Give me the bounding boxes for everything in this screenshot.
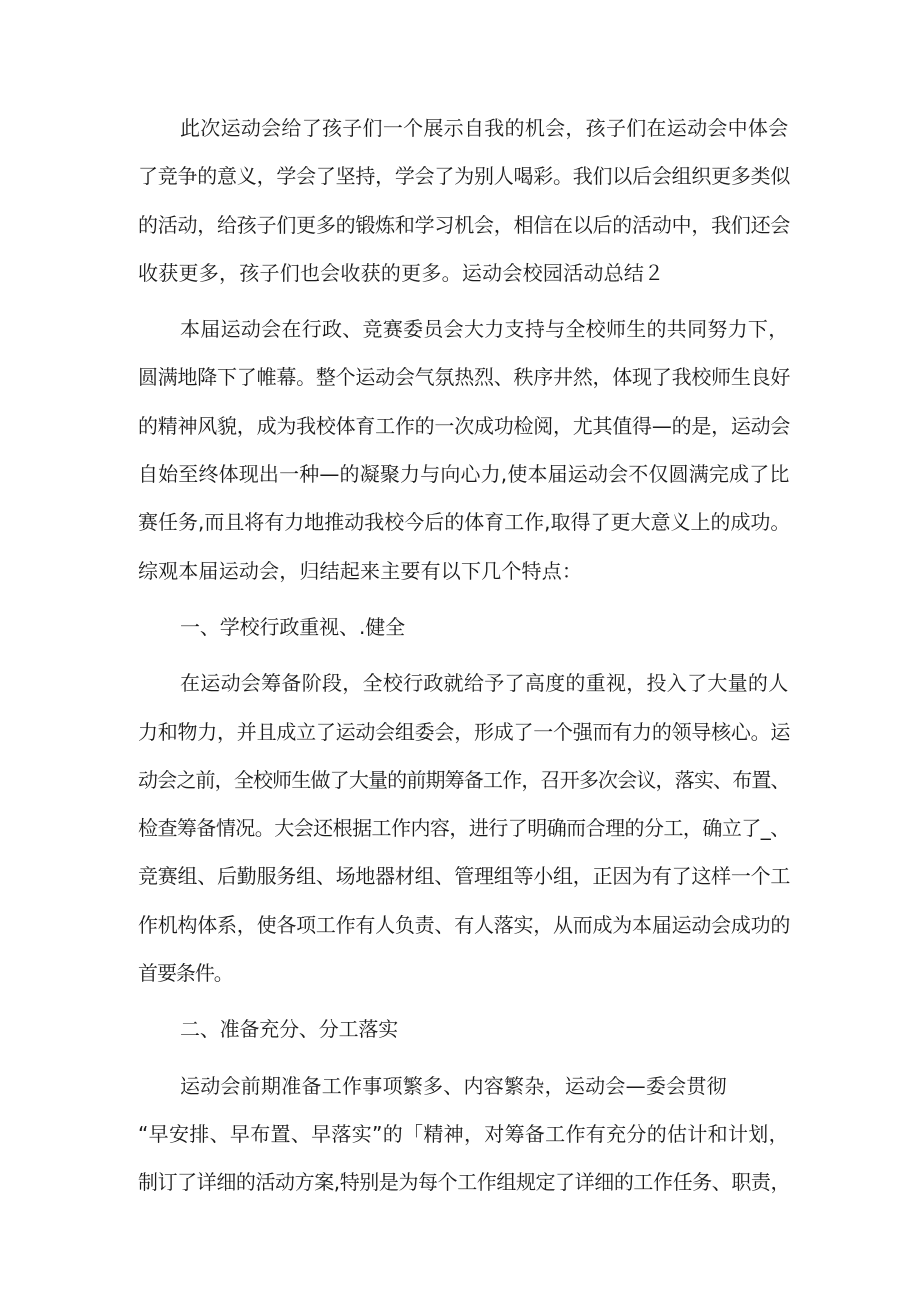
text-line: 的活动，给孩子们更多的锻炼和学习机会，相信在以后的活动中，我们还会 bbox=[138, 212, 791, 237]
text-line: 自始至终体现出一种—的凝聚力与向心力,使本届运动会不仅圆满完成了比 bbox=[138, 462, 790, 487]
paragraph-first-line: 二、准备充分、分工落实 bbox=[180, 1017, 399, 1042]
paragraph-spacer bbox=[138, 595, 798, 603]
paragraph-first-line: 本届运动会在行政、竞赛委员会大力支持与全校师生的共同努力下， bbox=[180, 317, 789, 342]
text-line: 制订了详细的活动方案,特别是为每个工作组规定了详细的工作任务、职责， bbox=[138, 1170, 791, 1195]
text-line: 作机构体系，使各项工作有人负责、有人落实，从而成为本届运动会成功的 bbox=[138, 912, 791, 937]
document-body bbox=[138, 104, 798, 1207]
paragraph-first-line: 运动会前期准备工作事项繁多、内容繁杂，运动会—委会贯彻 bbox=[180, 1073, 727, 1098]
text-line: 首要条件。 bbox=[138, 961, 233, 986]
text-line: 圆满地降下了帷幕。整个运动会气氛热烈、秩序井然，体现了我校师生良好 bbox=[138, 365, 791, 390]
text-line: 竞赛组、后勤服务组、场地器材组、管理组等小组，正因为有了这样一个工 bbox=[138, 864, 791, 889]
paragraph-first-line: 此次运动会给了孩子们一个展示自我的机会，孩子们在运动会中体会 bbox=[180, 116, 789, 140]
text-line: 收获更多，孩子们也会收获的更多。运动会校园活动总结２ bbox=[138, 260, 665, 285]
text-line: 的精神风貌，成为我校体育工作的一次成功检阅，尤其值得—的是，运动会 bbox=[138, 413, 791, 438]
text-line: 综观本届运动会，归结起来主要有以下几个特点： bbox=[138, 558, 583, 583]
text-line: “早安排、早布置、早落实”的「精神，对筹备工作有充分的估计和计划， bbox=[138, 1121, 789, 1146]
paragraph-spacer bbox=[138, 1054, 798, 1062]
paragraph-spacer bbox=[138, 997, 798, 1005]
paragraph-spacer bbox=[138, 297, 798, 305]
text-line: 力和物力，并且成立了运动会组委会，形成了一个强而有力的领导核心。运 bbox=[138, 719, 791, 744]
paragraph-first-line: 在运动会筹备阶段，全校行政就给予了高度的重视，投入了大量的人 bbox=[180, 671, 789, 696]
paragraph-spacer bbox=[138, 651, 798, 659]
text-line: 赛任务,而且将有力地推动我校今后的体育工作,取得了更大意义上的成功。 bbox=[138, 510, 791, 535]
text-line: 动会之前，全校师生做了大量的前期筹备工作，召开多次会议，落实、布置、 bbox=[138, 767, 790, 792]
paragraph-first-line: 一、学校行政重视、.健全 bbox=[180, 614, 405, 639]
text-line: 了竞争的意义，学会了坚持，学会了为别人喝彩。我们以后会组织更多类似 bbox=[138, 164, 791, 189]
text-line: 检查筹备情况。大会还根据工作内容，进行了明确而合理的分工，确立了_、 bbox=[138, 816, 790, 841]
